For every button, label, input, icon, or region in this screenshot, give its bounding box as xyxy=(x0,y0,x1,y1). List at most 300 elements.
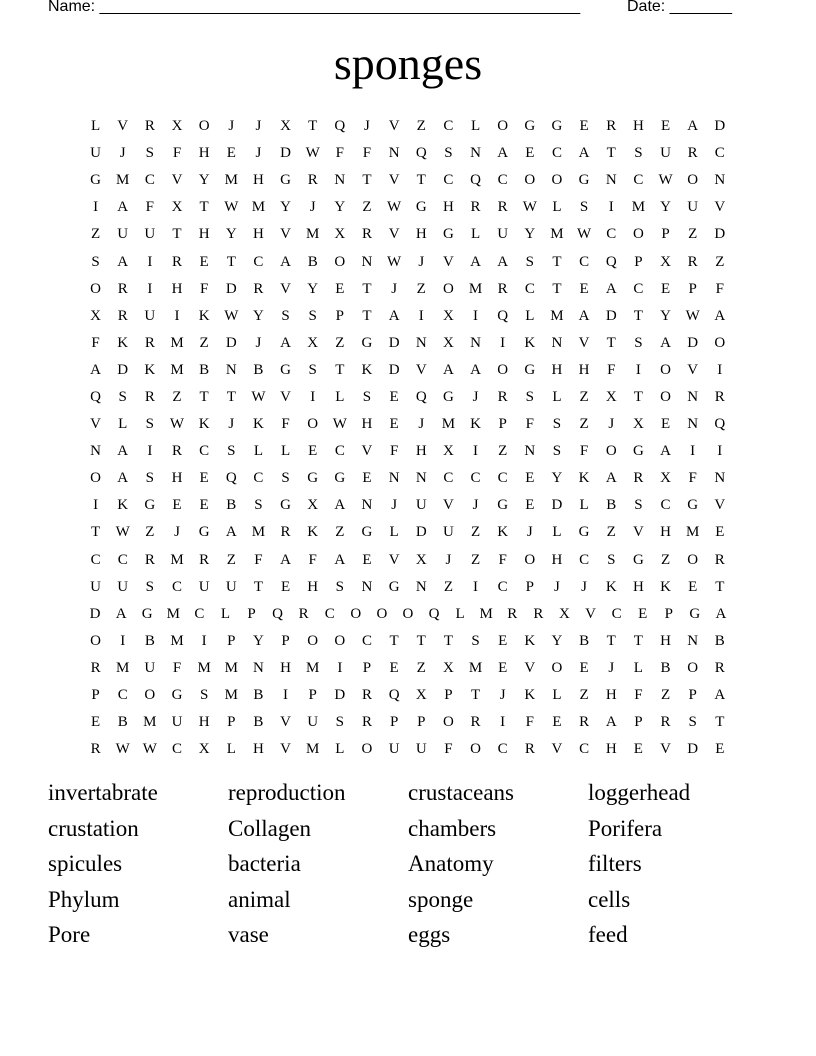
grid-letter: I xyxy=(608,199,614,216)
grid-letter: C xyxy=(579,253,590,270)
grid-letter: G xyxy=(415,199,427,216)
grid-letter: O xyxy=(90,632,101,649)
grid-letter: Q xyxy=(90,388,101,405)
word-list xyxy=(48,780,768,958)
grid-letter: Q xyxy=(388,687,400,704)
grid-letter: R xyxy=(144,388,155,405)
grid-letter: F xyxy=(254,551,263,568)
grid-letter: C xyxy=(606,226,617,243)
grid-letter: E xyxy=(389,416,399,433)
grid-letter: E xyxy=(498,659,508,676)
grid-letter: N xyxy=(334,172,346,189)
grid-letter: N xyxy=(605,172,617,189)
grid-letter: B xyxy=(307,253,318,270)
grid-letter: R xyxy=(307,172,318,189)
word-list-item: Collagen xyxy=(228,815,312,841)
grid-letter: T xyxy=(552,280,562,297)
grid-letter: U xyxy=(144,307,156,324)
grid-letter: N xyxy=(388,470,400,487)
grid-letter: C xyxy=(551,145,562,162)
grid-letter: J xyxy=(255,334,262,351)
grid-letter: K xyxy=(497,524,509,541)
grid-letter: I xyxy=(500,334,506,351)
grid-letter: E xyxy=(660,280,671,297)
grid-letter: P xyxy=(498,416,507,433)
grid-letter: H xyxy=(442,199,454,216)
grid-letter: F xyxy=(634,687,643,704)
grid-letter: P xyxy=(688,280,697,297)
grid-letter: G xyxy=(578,172,590,189)
grid-letter: F xyxy=(389,443,399,460)
grid-letter: O xyxy=(687,659,699,676)
grid-letter: K xyxy=(578,470,590,487)
name-field: Name: ______________________________________________________ xyxy=(48,0,581,15)
grid-letter: S xyxy=(145,145,155,162)
grid-letter: A xyxy=(90,361,101,378)
grid-row xyxy=(82,519,734,546)
grid-letter: B xyxy=(226,497,237,514)
grid-letter: D xyxy=(280,145,291,162)
grid-letter: D xyxy=(225,280,237,297)
grid-letter: U xyxy=(144,226,156,243)
grid-letter: R xyxy=(687,253,698,270)
grid-letter: D xyxy=(117,361,129,378)
grid-letter: G xyxy=(524,361,536,378)
grid-letter: T xyxy=(443,632,453,649)
grid-letter: I xyxy=(690,443,696,460)
word-list-item: Pore xyxy=(48,922,91,947)
grid-letter: Z xyxy=(688,226,698,243)
grid-letter: U xyxy=(497,226,509,243)
grid-letter: Y xyxy=(660,199,671,216)
grid-letter: X xyxy=(660,470,671,487)
grid-letter: H xyxy=(605,687,617,704)
grid-letter: P xyxy=(634,253,643,270)
word-list-item: reproduction xyxy=(228,780,346,805)
grid-letter: I xyxy=(717,443,723,460)
grid-letter: P xyxy=(362,659,372,676)
grid-letter: F xyxy=(91,334,100,351)
grid-letter: Z xyxy=(498,443,508,460)
grid-letter: L xyxy=(579,497,589,514)
grid-letter: R xyxy=(606,118,617,135)
grid-letter: H xyxy=(198,714,210,731)
grid-letter: V xyxy=(280,741,291,758)
grid-letter: U xyxy=(117,578,129,595)
grid-letter: S xyxy=(145,578,155,595)
grid-letter: X xyxy=(334,226,346,243)
grid-letter: H xyxy=(171,280,183,297)
grid-letter: O xyxy=(376,605,388,622)
grid-letter: E xyxy=(660,118,671,135)
word-list-item: bacteria xyxy=(228,851,301,876)
grid-letter: N xyxy=(361,253,373,270)
grid-letter: E xyxy=(688,578,698,595)
grid-letter: H xyxy=(551,551,563,568)
grid-letter: U xyxy=(660,145,671,162)
grid-row xyxy=(82,547,734,574)
grid-letter: Y xyxy=(551,470,563,487)
grid-letter: D xyxy=(89,605,101,622)
grid-letter: H xyxy=(198,145,210,162)
grid-row xyxy=(82,574,734,601)
grid-letter: R xyxy=(579,714,590,731)
grid-letter: I xyxy=(93,199,99,216)
grid-letter: B xyxy=(714,632,725,649)
grid-row xyxy=(82,465,734,492)
grid-letter: O xyxy=(714,334,726,351)
grid-letter: P xyxy=(664,605,673,622)
grid-letter: S xyxy=(471,632,480,649)
grid-letter: J xyxy=(364,118,370,135)
grid-letter: L xyxy=(220,605,231,622)
grid-letter: H xyxy=(415,443,427,460)
grid-letter: S xyxy=(254,497,263,514)
grid-row xyxy=(82,601,734,628)
grid-letter: V xyxy=(660,741,671,758)
grid-letter: F xyxy=(498,551,507,568)
grid-letter: V xyxy=(388,172,400,189)
grid-letter: M xyxy=(143,714,157,731)
grid-letter: K xyxy=(252,416,264,433)
grid-letter: V xyxy=(280,714,291,731)
grid-letter: M xyxy=(550,226,564,243)
grid-letter: V xyxy=(714,497,726,514)
grid-letter: W xyxy=(577,226,592,243)
letter-grid xyxy=(82,113,734,763)
grid-letter: L xyxy=(552,524,562,541)
grid-letter: A xyxy=(714,687,726,704)
grid-letter: V xyxy=(280,388,291,405)
grid-letter: V xyxy=(388,551,400,568)
grid-letter: C xyxy=(253,470,264,487)
grid-letter: V xyxy=(578,334,590,351)
grid-letter: A xyxy=(660,443,671,460)
grid-letter: O xyxy=(605,443,617,460)
grid-letter: X xyxy=(198,741,210,758)
grid-letter: G xyxy=(551,118,563,135)
grid-letter: K xyxy=(524,687,536,704)
grid-letter: C xyxy=(633,172,644,189)
grid-letter: R xyxy=(144,551,155,568)
grid-letter: Y xyxy=(307,280,319,297)
grid-letter: M xyxy=(550,307,564,324)
grid-letter: S xyxy=(552,416,562,433)
grid-letter: U xyxy=(144,659,156,676)
grid-letter: O xyxy=(524,551,536,568)
grid-letter: O xyxy=(660,361,671,378)
grid-letter: Z xyxy=(335,524,345,541)
grid-letter: T xyxy=(226,253,236,270)
grid-letter: R xyxy=(714,659,725,676)
grid-row xyxy=(82,628,734,655)
grid-letter: C xyxy=(443,118,454,135)
word-list-item: invertabrate xyxy=(48,780,158,805)
grid-letter: E xyxy=(525,470,535,487)
grid-letter: W xyxy=(224,307,239,324)
grid-letter: P xyxy=(417,714,426,731)
grid-letter: D xyxy=(605,307,617,324)
grid-letter: C xyxy=(579,741,590,758)
word-list-item: Anatomy xyxy=(408,851,494,876)
grid-letter: F xyxy=(607,361,616,378)
grid-letter: D xyxy=(714,226,726,243)
grid-letter: F xyxy=(308,551,317,568)
grid-letter: Y xyxy=(551,632,563,649)
grid-letter: V xyxy=(632,524,644,541)
grid-letter: T xyxy=(470,687,481,704)
grid-letter: Z xyxy=(335,334,345,351)
grid-letter: W xyxy=(224,199,239,216)
grid-row xyxy=(82,276,734,303)
grid-letter: C xyxy=(194,605,205,622)
grid-letter: I xyxy=(473,307,479,324)
grid-row xyxy=(82,411,734,438)
grid-letter: J xyxy=(391,497,398,514)
grid-letter: W xyxy=(387,253,402,270)
grid-letter: P xyxy=(389,714,399,731)
grid-letter: M xyxy=(468,280,483,297)
grid-letter: I xyxy=(201,632,207,649)
grid-letter: J xyxy=(119,145,126,162)
grid-letter: E xyxy=(579,280,589,297)
grid-letter: U xyxy=(90,578,101,595)
grid-letter: T xyxy=(199,199,209,216)
grid-letter: A xyxy=(334,551,346,568)
grid-letter: L xyxy=(633,659,643,676)
grid-letter: U xyxy=(415,741,427,758)
grid-letter: S xyxy=(444,145,453,162)
word-list-item: Phylum xyxy=(48,886,120,912)
grid-letter: W xyxy=(115,741,130,758)
grid-letter: Q xyxy=(272,605,283,622)
grid-letter: M xyxy=(224,172,238,189)
grid-letter: C xyxy=(497,172,508,189)
grid-letter: O xyxy=(551,172,563,189)
grid-letter: N xyxy=(90,443,101,460)
grid-letter: C xyxy=(171,578,182,595)
grid-letter: C xyxy=(90,551,101,568)
grid-letter: N xyxy=(470,145,481,162)
grid-letter: E xyxy=(362,470,372,487)
grid-letter: A xyxy=(280,551,291,568)
grid-letter: P xyxy=(91,687,100,704)
grid-letter: O xyxy=(90,280,101,297)
date-field: Date: _______ xyxy=(627,0,732,15)
grid-letter: S xyxy=(145,416,155,433)
grid-letter: S xyxy=(91,253,100,270)
grid-letter: J xyxy=(445,551,452,568)
grid-letter: O xyxy=(687,172,699,189)
grid-letter: N xyxy=(415,578,427,595)
grid-letter: T xyxy=(253,578,263,595)
word-list-item: feed xyxy=(588,922,628,947)
grid-letter: Q xyxy=(334,118,346,135)
grid-letter: X xyxy=(171,118,183,135)
grid-letter: T xyxy=(633,632,643,649)
grid-letter: E xyxy=(715,741,725,758)
grid-letter: F xyxy=(444,741,453,758)
grid-letter: X xyxy=(442,659,454,676)
grid-letter: C xyxy=(361,632,372,649)
grid-letter: M xyxy=(170,334,184,351)
grid-letter: F xyxy=(172,145,182,162)
grid-letter: B xyxy=(579,632,590,649)
grid-letter: X xyxy=(280,118,291,135)
grid-letter: V xyxy=(524,659,536,676)
grid-row xyxy=(82,330,734,357)
grid-letter: M xyxy=(170,632,184,649)
grid-letter: M xyxy=(116,659,130,676)
grid-letter: L xyxy=(525,307,535,324)
grid-letter: H xyxy=(171,470,183,487)
grid-letter: E xyxy=(525,497,535,514)
grid-letter: L xyxy=(470,118,481,135)
grid-letter: R xyxy=(660,714,671,731)
grid-letter: C xyxy=(117,551,128,568)
grid-letter: R xyxy=(171,253,182,270)
grid-letter: N xyxy=(225,361,237,378)
grid-letter: A xyxy=(115,605,127,622)
grid-letter: E xyxy=(335,280,345,297)
grid-letter: I xyxy=(418,307,424,324)
grid-letter: R xyxy=(280,524,291,541)
grid-letter: R xyxy=(253,280,264,297)
grid-letter: E xyxy=(633,741,643,758)
grid-letter: L xyxy=(90,118,101,135)
grid-letter: A xyxy=(117,470,129,487)
grid-letter: Y xyxy=(252,632,264,649)
grid-letter: I xyxy=(473,443,479,460)
grid-letter: T xyxy=(633,307,643,324)
grid-letter: N xyxy=(687,416,699,433)
grid-letter: P xyxy=(227,714,236,731)
grid-letter: L xyxy=(552,388,562,405)
grid-letter: F xyxy=(199,280,209,297)
grid-letter: O xyxy=(144,687,156,704)
grid-letter: V xyxy=(551,741,563,758)
grid-letter: X xyxy=(442,443,454,460)
grid-letter: O xyxy=(350,605,362,622)
grid-letter: R xyxy=(144,118,155,135)
grid-letter: X xyxy=(660,253,671,270)
grid-letter: O xyxy=(361,741,373,758)
word-list-item: vase xyxy=(228,922,269,947)
grid-letter: A xyxy=(578,307,590,324)
grid-letter: Z xyxy=(470,551,481,568)
grid-letter: S xyxy=(688,714,697,731)
grid-letter: J xyxy=(255,118,262,135)
grid-letter: Y xyxy=(280,199,291,216)
grid-letter: L xyxy=(389,524,399,541)
grid-letter: I xyxy=(310,388,316,405)
grid-letter: G xyxy=(524,118,536,135)
grid-letter: J xyxy=(174,524,180,541)
grid-letter: B xyxy=(253,361,264,378)
grid-letter: C xyxy=(579,551,590,568)
grid-letter: C xyxy=(443,470,454,487)
grid-letter: D xyxy=(225,334,237,351)
grid-letter: A xyxy=(714,307,726,324)
grid-letter: E xyxy=(362,551,372,568)
grid-letter: H xyxy=(415,226,427,243)
grid-letter: R xyxy=(533,605,544,622)
grid-letter: Q xyxy=(470,172,481,189)
grid-letter: O xyxy=(687,551,699,568)
grid-letter: E xyxy=(199,497,209,514)
grid-letter: D xyxy=(388,334,400,351)
grid-letter: E xyxy=(715,524,725,541)
grid-letter: L xyxy=(118,416,128,433)
grid-letter: K xyxy=(524,334,536,351)
grid-letter: G xyxy=(388,578,400,595)
grid-letter: X xyxy=(632,416,644,433)
grid-letter: R xyxy=(633,470,644,487)
grid-letter: W xyxy=(387,199,402,216)
grid-letter: N xyxy=(388,145,400,162)
grid-letter: C xyxy=(633,280,644,297)
grid-letter: A xyxy=(117,443,129,460)
grid-letter: A xyxy=(497,253,509,270)
grid-letter: T xyxy=(633,388,643,405)
grid-letter: T xyxy=(226,388,236,405)
grid-letter: S xyxy=(607,551,616,568)
grid-letter: U xyxy=(307,714,319,731)
grid-letter: O xyxy=(551,659,563,676)
grid-letter: F xyxy=(715,280,724,297)
grid-letter: V xyxy=(90,416,101,433)
grid-letter: G xyxy=(361,524,373,541)
grid-letter: H xyxy=(280,659,291,676)
grid-letter: Z xyxy=(579,687,589,704)
grid-letter: N xyxy=(687,388,699,405)
grid-letter: Q xyxy=(428,605,440,622)
grid-letter: M xyxy=(685,524,700,541)
grid-row xyxy=(82,709,734,736)
grid-letter: Q xyxy=(605,253,617,270)
grid-letter: L xyxy=(253,443,263,460)
grid-letter: Z xyxy=(416,280,426,297)
grid-letter: S xyxy=(634,145,643,162)
grid-letter: A xyxy=(578,145,590,162)
grid-letter: S xyxy=(145,470,155,487)
grid-letter: N xyxy=(415,470,427,487)
grid-letter: J xyxy=(228,416,235,433)
grid-letter: J xyxy=(228,118,235,135)
grid-letter: R xyxy=(90,741,101,758)
grid-letter: G xyxy=(442,226,454,243)
grid-letter: L xyxy=(552,199,562,216)
grid-letter: V xyxy=(388,118,400,135)
grid-letter: P xyxy=(247,605,256,622)
grid-letter: R xyxy=(361,687,372,704)
grid-letter: X xyxy=(307,334,319,351)
grid-letter: D xyxy=(388,361,400,378)
grid-row xyxy=(82,221,734,248)
grid-letter: K xyxy=(198,307,210,324)
grid-letter: S xyxy=(634,334,643,351)
grid-letter: K xyxy=(307,524,319,541)
grid-letter: H xyxy=(660,632,671,649)
grid-letter: I xyxy=(120,632,126,649)
grid-letter: Z xyxy=(606,524,616,541)
grid-letter: M xyxy=(166,605,180,622)
grid-letter: S xyxy=(634,497,643,514)
grid-letter: R xyxy=(90,659,101,676)
grid-letter: J xyxy=(418,416,425,433)
grid-letter: E xyxy=(199,253,209,270)
grid-letter: Q xyxy=(225,470,237,487)
